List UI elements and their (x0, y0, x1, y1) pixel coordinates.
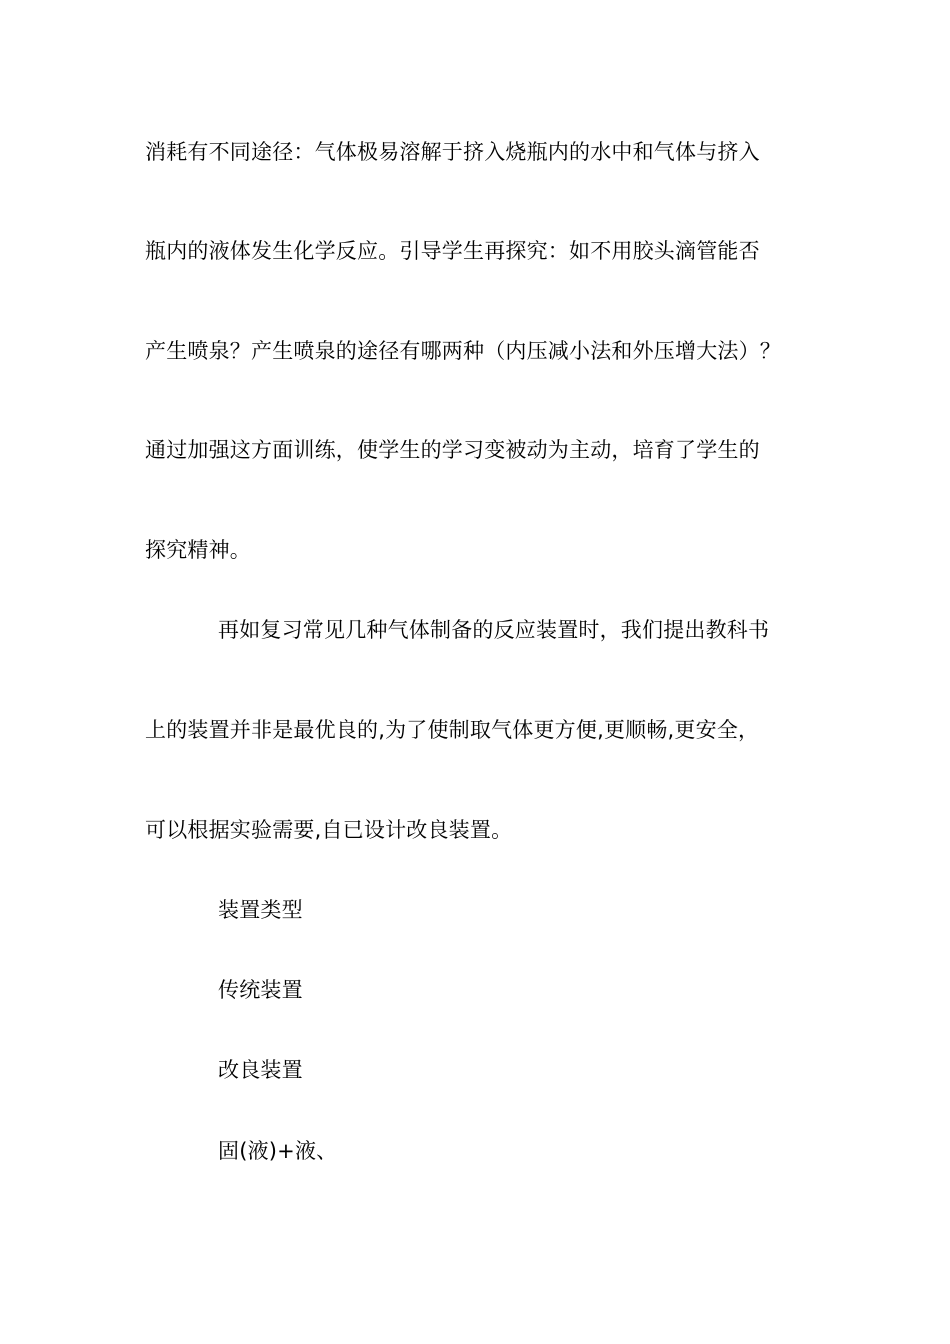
paragraph-line: 可以根据实验需要,自已设计改良装置。 (145, 818, 513, 842)
paragraph-line: 瓶内的液体发生化学反应。引导学生再探究：如不用胶头滴管能否 (145, 239, 760, 263)
table-item: 固(液)+液、 (218, 1139, 338, 1163)
paragraph-line: 上的装置并非是最优良的,为了使制取气体更方便,更顺畅,更安全， (145, 718, 760, 742)
paragraph-line: 产生喷泉？产生喷泉的途径有哪两种（内压减小法和外压增大法）？ (145, 339, 781, 363)
table-item: 装置类型 (218, 898, 303, 922)
paragraph-line: 消耗有不同途径：气体极易溶解于挤入烧瓶内的水中和气体与挤入 (145, 140, 760, 164)
paragraph-line: 再如复习常见几种气体制备的反应装置时，我们提出教科书 (218, 618, 770, 642)
paragraph-line: 探究精神。 (145, 538, 251, 562)
table-item: 改良装置 (218, 1058, 303, 1082)
paragraph-line: 通过加强这方面训练，使学生的学习变被动为主动，培育了学生的 (145, 438, 760, 462)
table-item: 传统装置 (218, 978, 303, 1002)
